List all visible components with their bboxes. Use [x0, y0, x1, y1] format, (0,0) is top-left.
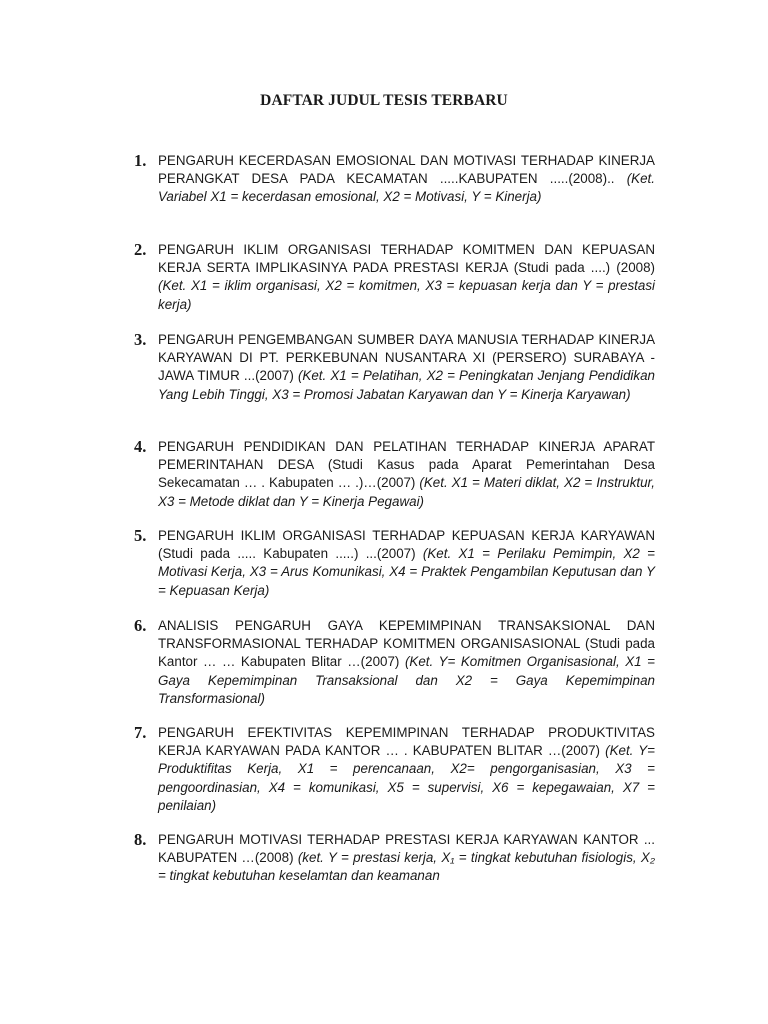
item-note: (Ket. X1 = Materi diklat, X2 = Instruktur, X3 = Metode diklat dan Y = Kinerja Pegawai) [158, 475, 655, 509]
item-number: 2. [134, 240, 147, 259]
item-number: 6. [134, 616, 147, 635]
item-number: 7. [134, 723, 147, 742]
item-title: PENGARUH KECERDASAN EMOSIONAL DAN MOTIVASI TERHADAP KINERJA PERANGKAT DESA PADA KECAMATAN .....KABUPATEN .....(2008).. [158, 153, 655, 187]
item-title: ANALISIS PENGARUH GAYA KEPEMIMPINAN TRANSAKSIONAL DAN TRANSFORMASIONAL TERHADAP KOMITMEN ORGANISASIONAL (Studi pada Kantor … … Kabupaten Blitar …(2007) [158, 618, 655, 670]
item-title: PENGARUH IKLIM ORGANISASI TERHADAP KEPUASAN KERJA KARYAWAN (Studi pada ..... Kabupaten .....) ...(2007) [158, 528, 655, 562]
item-note: (Ket. Y= Komitmen Organisasional, X1 = Gaya Kepemimpinan Transaksional dan X2 = Gaya Kepemimpinan Transformasional) [158, 654, 655, 706]
item-note: (Ket. X1 = iklim organisasi, X2 = komitmen, X3 = kepuasan kerja dan Y = prestasi kerja) [158, 278, 655, 312]
item-text [158, 241, 655, 314]
item-text [158, 831, 655, 886]
item-number: 8. [134, 830, 147, 849]
item-text [158, 617, 655, 708]
item-title: PENGARUH EFEKTIVITAS KEPEMIMPINAN TERHADAP PRODUKTIVITAS KERJA KARYAWAN PADA KANTOR … . KABUPATEN BLITAR …(2007) [158, 725, 655, 759]
item-title: PENGARUH PENDIDIKAN DAN PELATIHAN TERHADAP KINERJA APARAT PEMERINTAHAN DESA (Studi Kasus pada Aparat Pemerintahan Desa Sekecamatan … . Kabupaten … .)…(2007) [158, 439, 655, 491]
document-title: DAFTAR JUDUL TESIS TERBARU [260, 92, 508, 109]
item-text [158, 438, 655, 511]
item-note: (Ket. Variabel X1 = kecerdasan emosional, X2 = Motivasi, Y = Kinerja) [158, 171, 655, 205]
item-title: PENGARUH PENGEMBANGAN SUMBER DAYA MANUSIA TERHADAP KINERJA KARYAWAN DI PT. PERKEBUNAN NUSANTARA XI (PERSERO) SURABAYA - JAWA TIMUR ...(2007) [158, 332, 655, 384]
item-text [158, 724, 655, 815]
item-number: 3. [134, 330, 147, 349]
item-note: (Ket. Y= Produktifitas Kerja, X1 = perencanaan, X2= pengorganisasian, X3 = pengoordinasian, X4 = komunikasi, X5 = supervisi, X6 = kepegawaian, X7 = penilaian) [158, 743, 655, 813]
item-note: (Ket. X1 = Perilaku Pemimpin, X2 = Motivasi Kerja, X3 = Arus Komunikasi, X4 = Praktek Pengambilan Keputusan dan Y = Kepuasan Kerja) [158, 546, 655, 598]
item-text [158, 331, 655, 404]
item-title: PENGARUH IKLIM ORGANISASI TERHADAP KOMITMEN DAN KEPUASAN KERJA SERTA IMPLIKASINYA PADA PRESTASI KERJA (Studi pada ....) (2008) [158, 242, 655, 276]
item-number: 5. [134, 526, 147, 545]
item-number: 4. [134, 437, 147, 456]
item-note: (ket. Y = prestasi kerja, X₁ = tingkat kebutuhan fisiologis, X₂ = tingkat kebutuhan keselamtan dan keamanan [158, 850, 655, 884]
item-number: 1. [134, 151, 147, 170]
item-text [158, 527, 655, 600]
item-note: (Ket. X1 = Pelatihan, X2 = Peningkatan Jenjang Pendidikan Yang Lebih Tinggi, X3 = Promosi Jabatan Karyawan dan Y = Kinerja Karyawan) [158, 368, 655, 402]
item-text [158, 152, 655, 207]
item-title: PENGARUH MOTIVASI TERHADAP PRESTASI KERJA KARYAWAN KANTOR ... KABUPATEN …(2008) [158, 832, 655, 866]
